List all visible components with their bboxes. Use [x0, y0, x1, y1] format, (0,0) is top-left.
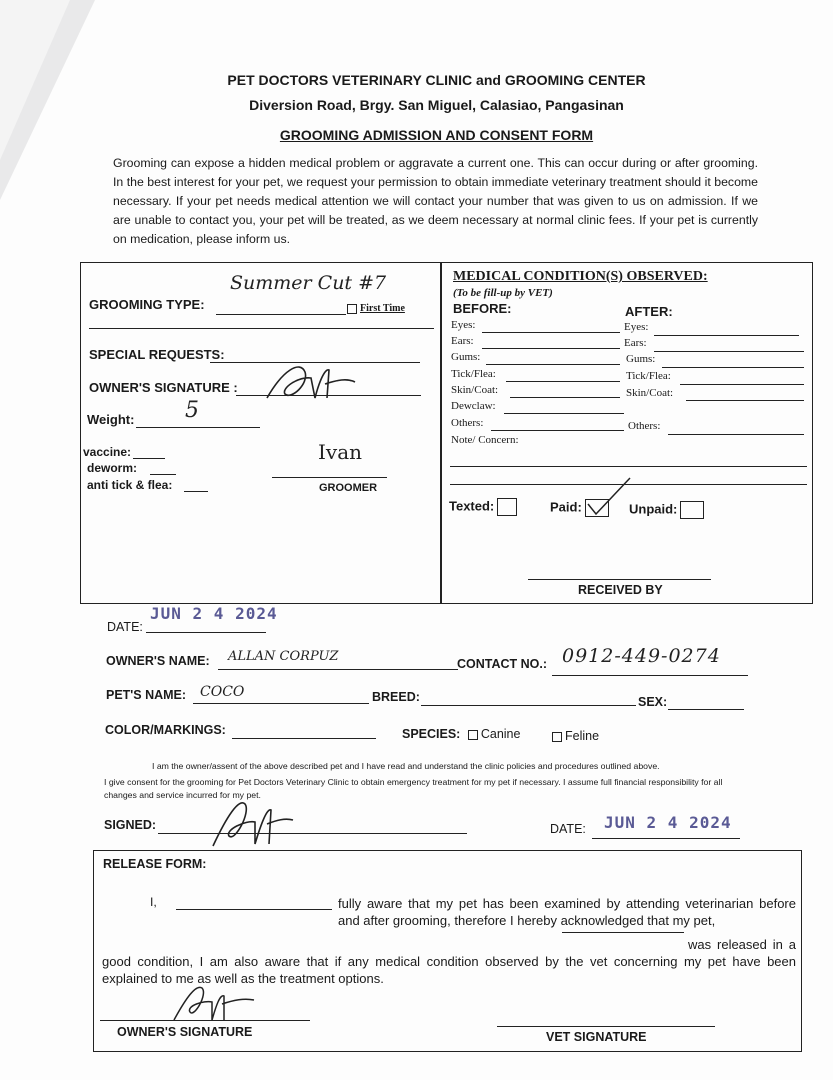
- clinic-address: Diversion Road, Brgy. San Miguel, Calasiao, Pangasinan: [249, 97, 624, 113]
- before-gums-field[interactable]: [486, 364, 620, 365]
- note-field-line-1[interactable]: [450, 466, 807, 467]
- owner-name-field[interactable]: [218, 669, 458, 670]
- first-time-option[interactable]: [347, 303, 405, 314]
- medical-title: MEDICAL CONDITION(S) OBSERVED:: [453, 269, 708, 284]
- grooming-type-extra-line: [89, 328, 434, 329]
- consent-date-label: DATE:: [550, 822, 586, 836]
- before-dewclaw-field[interactable]: [504, 413, 624, 414]
- before-tick-field[interactable]: [506, 381, 620, 382]
- release-text-a-content: fully aware that my pet has been examined by attending veterinarian before and after grooming, therefore I hereby acknowledged that my pet,: [338, 896, 796, 928]
- paid-label: Paid:: [550, 499, 582, 515]
- contact-label: CONTACT NO.:: [457, 657, 548, 671]
- groomer-field[interactable]: [272, 477, 387, 478]
- owner-signature-release-field[interactable]: [100, 1020, 310, 1021]
- release-owner-signature-label: OWNER'S SIGNATURE: [117, 1025, 253, 1039]
- unpaid-option[interactable]: [629, 501, 704, 519]
- after-gums-field[interactable]: [662, 367, 804, 368]
- weight-label: Weight:: [87, 412, 135, 427]
- weight-value: 5: [185, 398, 199, 423]
- before-dewclaw-label: Dewclaw:: [451, 400, 496, 412]
- first-time-label: First Time: [360, 303, 405, 314]
- before-others-field[interactable]: [491, 430, 624, 431]
- contact-value: 0912-449-0274: [562, 645, 721, 667]
- deworm-field[interactable]: [150, 474, 176, 475]
- vet-signature-field[interactable]: [497, 1026, 715, 1027]
- after-ears-field[interactable]: [654, 351, 804, 352]
- before-tick-label: Tick/Flea:: [451, 368, 496, 380]
- weight-field[interactable]: [136, 427, 260, 428]
- owner-signature-label: OWNER'S SIGNATURE :: [89, 380, 238, 395]
- consent-text-1: I am the owner/assent of the above described pet and I have read and understand the clinic policies and procedures outlined above.: [152, 761, 660, 771]
- after-others-label: Others:: [628, 420, 661, 432]
- box-divider: [440, 263, 442, 603]
- release-title: RELEASE FORM:: [103, 857, 207, 871]
- before-others-label: Others:: [451, 417, 484, 429]
- after-label: AFTER:: [625, 304, 673, 319]
- paid-check-mark: [582, 474, 634, 520]
- note-label: Note/ Concern:: [451, 434, 519, 446]
- release-i-label: I,: [150, 895, 157, 909]
- before-ears-label: Ears:: [451, 335, 474, 347]
- feline-checkbox[interactable]: [552, 732, 562, 742]
- after-skin-field[interactable]: [686, 400, 804, 401]
- breed-label: BREED:: [372, 690, 420, 704]
- date-label: DATE:: [107, 620, 143, 634]
- vaccine-field[interactable]: [133, 458, 165, 459]
- feline-label: Feline: [565, 729, 600, 743]
- after-tick-label: Tick/Flea:: [626, 370, 671, 382]
- sex-field[interactable]: [668, 709, 744, 710]
- pet-name-value: COCO: [200, 684, 245, 700]
- texted-option[interactable]: [449, 498, 517, 516]
- color-markings-field[interactable]: [232, 738, 376, 739]
- contact-field[interactable]: [552, 675, 748, 676]
- groomer-value: Ivan: [318, 440, 363, 464]
- anti-tick-field[interactable]: [184, 491, 208, 492]
- form-title: GROOMING ADMISSION AND CONSENT FORM: [279, 127, 594, 143]
- texted-label: Texted:: [449, 498, 495, 514]
- vaccine-label: vaccine:: [83, 445, 132, 459]
- before-skin-label: Skin/Coat:: [451, 384, 499, 396]
- canine-label: Canine: [480, 727, 521, 741]
- owner-name-label: OWNER'S NAME:: [106, 654, 210, 668]
- after-gums-label: Gums:: [626, 353, 656, 365]
- signed-label: SIGNED:: [104, 818, 157, 832]
- after-tick-field[interactable]: [680, 384, 804, 385]
- grooming-type-label: GROOMING TYPE:: [89, 297, 205, 312]
- clinic-name: PET DOCTORS VETERINARY CLINIC and GROOMING CENTER: [227, 72, 646, 88]
- unpaid-label: Unpaid:: [629, 501, 678, 517]
- before-ears-field[interactable]: [482, 348, 620, 349]
- medical-subtitle: (To be fill-up by VET): [453, 287, 553, 299]
- received-by-label: RECEIVED BY: [578, 583, 663, 597]
- deworm-label: deworm:: [87, 461, 138, 475]
- received-by-field[interactable]: [528, 579, 711, 580]
- release-pet-field[interactable]: [562, 932, 684, 933]
- groomer-label: GROOMER: [319, 482, 378, 494]
- owner-signature-scribble: [255, 358, 360, 406]
- before-eyes-field[interactable]: [482, 332, 620, 333]
- vet-signature-label: VET SIGNATURE: [546, 1030, 647, 1044]
- unpaid-checkbox[interactable]: [680, 501, 704, 519]
- after-skin-label: Skin/Coat:: [626, 387, 674, 399]
- canine-checkbox[interactable]: [468, 730, 478, 740]
- after-others-field[interactable]: [668, 434, 804, 435]
- date-stamp: JUN 2 4 2024: [150, 604, 278, 623]
- grooming-info-box: [80, 262, 813, 604]
- anti-tick-label: anti tick & flea:: [87, 478, 173, 492]
- after-eyes-field[interactable]: [654, 335, 799, 336]
- breed-field[interactable]: [421, 705, 636, 706]
- species-label: SPECIES:: [402, 727, 461, 741]
- after-ears-label: Ears:: [624, 337, 647, 349]
- consent-signature-scribble: [205, 794, 295, 854]
- consent-date-stamp: JUN 2 4 2024: [604, 813, 732, 832]
- special-requests-label: SPECIAL REQUESTS:: [89, 347, 225, 362]
- first-time-checkbox[interactable]: [347, 304, 357, 314]
- texted-checkbox[interactable]: [497, 498, 517, 516]
- intro-paragraph: Grooming can expose a hidden medical problem or aggravate a current one. This can occur during or after grooming. In the best interest for your pet, we request your permission to obtain immediate veterinary treatment should it become necessary. If your pet needs medical attention we will contact your number that was given to us on admission. If we are unable to contact you, your pet will be treated, as we deem necessary at normal clinic fees. If your pet is currently on medication, please inform us.: [113, 156, 758, 246]
- feline-option[interactable]: [552, 729, 599, 743]
- before-label: BEFORE:: [453, 301, 512, 316]
- pet-name-label: PET'S NAME:: [106, 688, 187, 702]
- release-owner-signature-scribble: [168, 980, 258, 1025]
- date-field[interactable]: [146, 632, 266, 633]
- after-eyes-label: Eyes:: [624, 321, 649, 333]
- grooming-type-value: Summer Cut #7: [230, 272, 387, 294]
- sex-label: SEX:: [638, 695, 668, 709]
- before-gums-label: Gums:: [451, 351, 481, 363]
- color-markings-label: COLOR/MARKINGS:: [105, 723, 226, 737]
- release-text-b: was released in a good condition, I am also aware that if any medical condition observed by the vet concerning my pet have been explained to me as well as the treatment options.: [102, 937, 796, 986]
- release-name-field[interactable]: [176, 909, 332, 910]
- consent-date-field[interactable]: [592, 838, 740, 839]
- consent-text-2: I give consent for the grooming for Pet Doctors Veterinary Clinic to obtain emergency treatment for my pet if necessary. I assume full financial responsibility for all changes and service incurred for my pet.: [104, 777, 723, 800]
- before-skin-field[interactable]: [510, 397, 620, 398]
- grooming-type-field[interactable]: [216, 314, 346, 315]
- canine-option[interactable]: [468, 727, 521, 741]
- release-text-a: [338, 895, 796, 929]
- pet-name-field[interactable]: [193, 703, 369, 704]
- species-group: [402, 727, 520, 741]
- owner-name-value: ALLAN CORPUZ: [228, 649, 339, 664]
- before-eyes-label: Eyes:: [451, 319, 476, 331]
